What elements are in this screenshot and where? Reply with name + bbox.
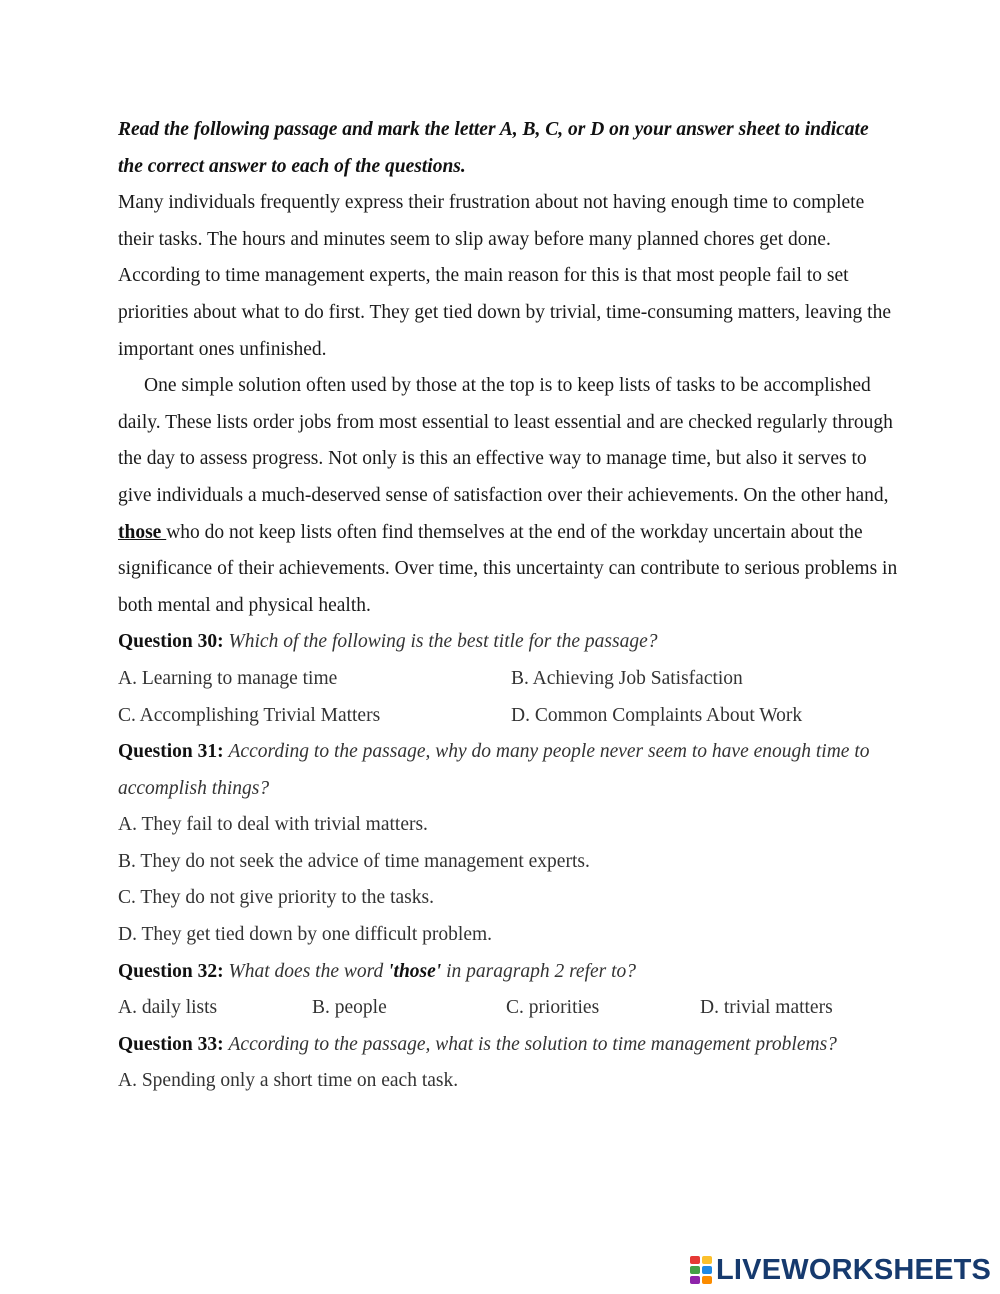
question-32: [118, 954, 898, 991]
passage-paragraph-2: [118, 368, 898, 624]
question-31-option-a[interactable]: A. They fail to deal with trivial matters.: [118, 814, 428, 836]
logo-icon-block: [702, 1256, 712, 1264]
question-32-text-after: in paragraph 2 refer to?: [441, 960, 637, 982]
question-31: [118, 734, 898, 807]
passage-paragraph-1: Many individuals frequently express their frustration about not having enough time to complete their tasks. The hours and minutes seem to slip away before many planned chores get done. According to time management experts, the main reason for this is that most people fail to set priorities about what to do first. They get tied down by trivial, time-consuming matters, leaving the important ones unfinished.: [118, 192, 891, 360]
question-33-option-a[interactable]: A. Spending only a short time on each task.: [118, 1070, 459, 1092]
question-31-option-b[interactable]: B. They do not seek the advice of time management experts.: [118, 850, 590, 872]
question-32-option-d[interactable]: D. trivial matters: [700, 997, 833, 1019]
question-31-option-c[interactable]: C. They do not give priority to the tasks.: [118, 887, 434, 909]
question-32-option-a[interactable]: A. daily lists: [118, 997, 218, 1019]
question-32-option-b[interactable]: B. people: [312, 997, 387, 1019]
logo-icon-block: [690, 1276, 700, 1284]
instructions: Read the following passage and mark the letter A, B, C, or D on your answer sheet to indicate the correct answer to each of the questions.: [118, 119, 869, 177]
question-33: [118, 1027, 898, 1064]
question-32-text-before: What does the word: [228, 960, 389, 982]
logo-icon-block: [702, 1266, 712, 1274]
worksheet-content: [118, 112, 898, 1100]
question-30-option-c[interactable]: C. Accomplishing Trivial Matters: [118, 704, 381, 726]
referent-word-those: those: [118, 521, 167, 543]
liveworksheets-logo: [690, 1253, 991, 1287]
logo-icon-block: [690, 1266, 700, 1274]
question-31-option-d[interactable]: D. They get tied down by one difficult problem.: [118, 924, 493, 946]
question-30-option-b[interactable]: B. Achieving Job Satisfaction: [511, 667, 743, 689]
question-30-option-d[interactable]: D. Common Complaints About Work: [511, 704, 803, 726]
question-30-label: Question 30:: [118, 631, 224, 653]
question-32-options-row: [118, 990, 898, 1027]
question-31-label: Question 31:: [118, 741, 224, 763]
logo-wordmark: LIVEWORKSHEETS: [716, 1253, 992, 1286]
logo-icon-block: [690, 1256, 700, 1264]
question-30-option-a[interactable]: A. Learning to manage time: [118, 667, 338, 689]
question-31-text: According to the passage, why do many people never seem to have enough time to accomplish things?: [118, 741, 870, 799]
question-30-text: Which of the following is the best title for the passage?: [228, 631, 658, 653]
passage-p2-after: who do not keep lists often find themselves at the end of the workday uncertain about the significance of their achievements. Over time, this uncertainty can contribute to serious problems in both mental and physical health.: [118, 521, 898, 616]
question-30: [118, 624, 898, 661]
question-30-options-row-1: [118, 661, 898, 698]
question-33-text: According to the passage, what is the solution to time management problems?: [228, 1033, 837, 1055]
question-30-options-row-2: [118, 698, 898, 735]
question-32-text: [229, 961, 637, 982]
question-33-label: Question 33:: [118, 1033, 224, 1055]
passage-p2-before: One simple solution often used by those at the top is to keep lists of tasks to be accomplished daily. These lists order jobs from most essential to least essential and are checked regularly through the day to assess progress. Not only is this an effective way to manage time, but also it serves to give individuals a much-deserved sense of satisfaction over their achievements. On the other hand,: [118, 375, 893, 506]
question-32-word: 'those': [388, 960, 442, 982]
logo-icon-block: [702, 1276, 712, 1284]
question-32-option-c[interactable]: C. priorities: [506, 997, 600, 1019]
question-32-label: Question 32:: [118, 960, 224, 982]
liveworksheets-logo-icon: [690, 1256, 712, 1284]
